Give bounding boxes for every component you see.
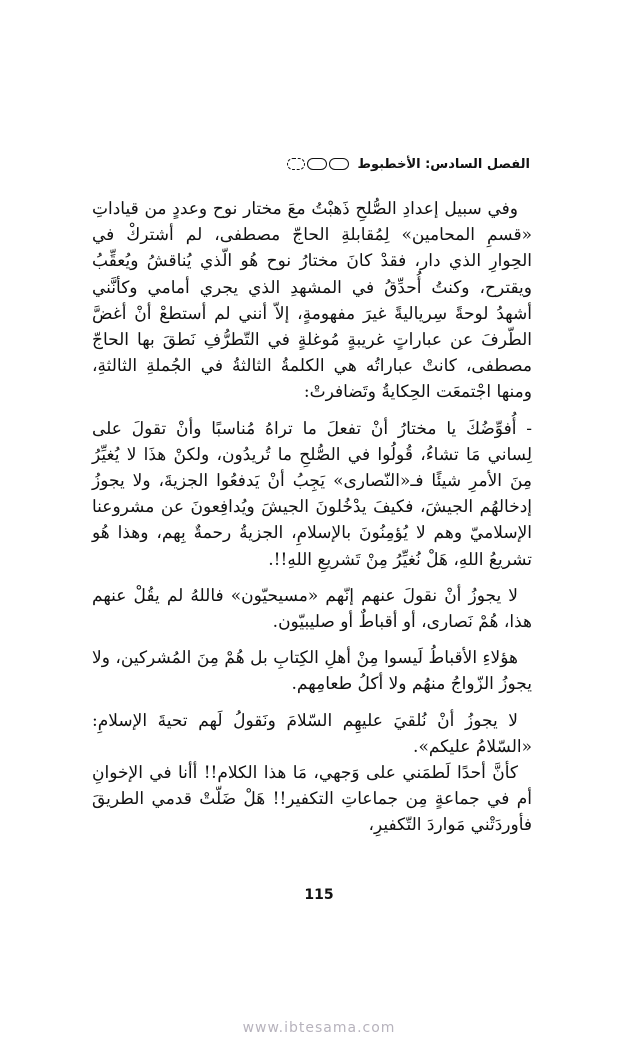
watermark-url: www.ibtesama.com [242, 1020, 396, 1036]
header-ornament-icon [287, 158, 349, 170]
chapter-title: الفصل السادس: الأخطبوط [357, 156, 530, 172]
paragraph-quote-2: لا يجوزُ أنْ نقولَ عنهم إنّهم «مسيحيّون» فاللهُ لم يقُلْ عنهم هذا، هُمْ نَصارى، أو أقباطٌ أو صليبيّون. [92, 585, 532, 633]
body-text [92, 196, 532, 839]
running-header [100, 152, 530, 176]
paragraph-quote-4: لا يجوزُ أنْ نُلقيَ عليهِم السّلامَ ونَقولُ لَهم تحيةَ الإسلامِ: «السّلامُ عليكم». [92, 710, 532, 757]
page-number: 115 [304, 887, 334, 903]
paragraph-quote-1: - أُفوِّضُكَ يا مختارُ أنْ تفعلَ ما تراهُ مُناسبًا وأنْ تقولَ على لِساني مَا تشاءُ، قُولُوا في الصُّلحِ ما تُريدُون، ولكنْ هذَا لا يُغيِّرُ مِنَ الأمرِ شيئًا فـ«النّصارى» يَجِبُ أنْ يَدفعُوا الجزيةَ، ولا يجوزُ إدخالهُم الجيشَ، فكيفَ يدْخُلونَ الجيشَ ويُدافِعونَ عن مشروعنا الإسلاميّ وهم لا يُؤمِنُونَ بالإسلامِ، الجزيةُ رحمةٌ بِهم، وهذا هُو تشريعُ اللهِ، هَلْ نُغيِّرُ مِنْ تَشريعِ اللهِ!!. [92, 418, 532, 570]
paragraph-intro: وفي سبيل إعدادِ الصُّلحِ ذَهبْتُ معَ مختار نوح وعددٍ من قياداتِ «قسمِ المحامين» لِمُقابلةِ الحاجّ مصطفى، لم أشتركْ في الحِوارِ الذي دار، فقدْ كانَ مختارُ نوح هُو الّذي يُناقشُ ويُعقِّبُ ويقترح، وكنتُ أُحدِّقُ في المشهدِ الذي يجري أمامي وكأنَّني أشهدُ لوحةً سِرياليةً غيرَ مفهومةٍ، إلاّ أنني لم أستطعْ أنْ أغضَّ الطّرفَ عن عباراتٍ غريبةٍ مُوغلةٍ في التّطرُّفِ نَطقَ بها الحاجّ مصطفى، كانتْ عباراتُه هي الكلمةُ الثالثةُ في الجُملةِ الثالثةِ، ومنها اجْتمعَت الحِكايةُ وتَضافرتْ: [92, 199, 532, 403]
paragraph-quote-3: هؤلاءِ الأقباطُ لَيسوا مِنْ أهلِ الكِتابِ بل هُمْ مِنَ المُشركين، ولا يجوزُ الزّواجُ منهُم ولا أكلُ طعامِهم. [92, 648, 532, 695]
paragraph-reflection: كأنَّ أحدًا لَطمَني على وَجهي، مَا هذا الكلام!! أأنا في الإخوانِ أم في جماعةٍ مِن جماعاتِ التكفير!! هَلْ ضَلّتْ قدمي الطريقَ فأوردَتْني مَواردَ التّكفيرِ، [92, 763, 532, 836]
